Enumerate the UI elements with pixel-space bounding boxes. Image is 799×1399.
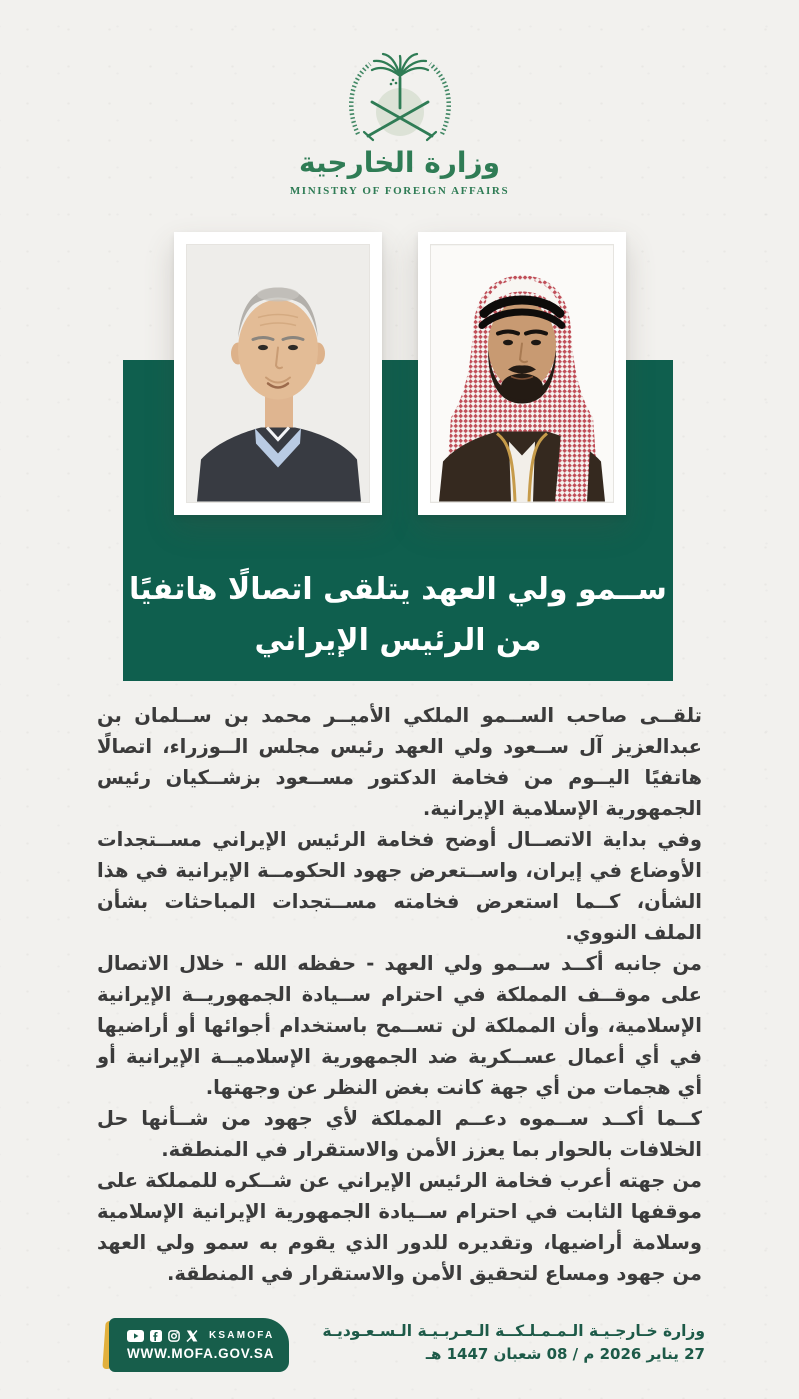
mofa-emblem-icon xyxy=(330,50,470,142)
ministry-calligraphy: وزارة الخارجية xyxy=(298,146,501,179)
article-paragraph: من جانبه أكــد ســمو ولي العهد - حفظه الله - خلال الاتصال على موقــف المملكة في احترام ســيادة الجمهوريــة الإيرانية الإسلامية، وأن المملكة لن تســمح باستخدام أجوائها أو أراضيها في أي أعمال عســكرية ضد الجمهورية الإسلاميــة الإيرانية أو أي هجمات من أي جهة كانت بغض النظر عن وجهتها. xyxy=(97,952,702,1099)
footer-date-line: 27 يناير 2026 م / 08 شعبان 1447 هـ xyxy=(425,1345,705,1363)
title-line-1: ســمو ولي العهد يتلقى اتصالًا هاتفيًا xyxy=(129,572,667,607)
emblem-arc-right xyxy=(430,64,449,134)
ministry-name-en: MINISTRY OF FOREIGN AFFAIRS xyxy=(289,185,510,197)
youtube-icon xyxy=(127,1330,144,1342)
footer-badge-plate xyxy=(109,1318,289,1372)
photo-frame-right xyxy=(418,232,626,515)
article-paragraph: كــما أكــد ســموه دعــم المملكة لأي جهود من شــأنها حل الخلافات بالحوار بما يعزز الأمن والاستقرار في المنطقة. xyxy=(97,1107,702,1161)
social-icons-row xyxy=(127,1330,274,1342)
instagram-icon xyxy=(168,1330,180,1342)
mofa-logo xyxy=(0,50,799,197)
emblem-arc-left xyxy=(351,64,370,134)
photo-frame-left xyxy=(174,232,382,515)
x-icon xyxy=(186,1330,198,1342)
social-handle: KSAMOFA xyxy=(209,1330,275,1341)
article-paragraph: من جهته أعرب فخامة الرئيس الإيراني عن شــكره للمملكة على موقفها الثابت في احترام ســيادة الجمهورية الإيرانية الإسلامية وسلامة أراضيها، وتقديره للدور الذي يقوم به سمو ولي العهد من جهود ومساع لتحقيق الأمن والاستقرار في المنطقة. xyxy=(97,1169,702,1285)
footer-right xyxy=(322,1320,705,1366)
article-paragraph: وفي بداية الاتصــال أوضح فخامة الرئيس الإيراني مســتجدات الأوضاع في إيران، واســتعرض جهود الحكومــة الإيرانية في هذا الشأن، كــما استعرض فخامته مســتجدات المباحثات بشأن الملف النووي. xyxy=(97,828,702,944)
footer-badge xyxy=(104,1318,289,1372)
website-url: WWW.MOFA.GOV.SA xyxy=(127,1345,275,1361)
title-line-2: من الرئيس الإيراني xyxy=(254,623,542,658)
palm-dates xyxy=(389,79,397,86)
portrait-crown-prince xyxy=(431,245,613,502)
portrait-iranian-president xyxy=(187,245,369,502)
article-paragraph: تلقــى صاحب الســمو الملكي الأميــر محمد بن ســلمان بن عبدالعزيز آل ســعود ولي العهد رئيس مجلس الــوزراء، اتصالًا هاتفيًا اليــوم من فخامة الدكتور مســعود بزشــكيان رئيس الجمهورية الإسلامية الإيرانية. xyxy=(97,704,702,820)
footer-ministry-line: وزارة خـارجـيـة الـمـمـلـكــة الـعـربـيـة الـسـعـوديـة xyxy=(322,1322,705,1340)
article xyxy=(97,700,702,1289)
photos-row xyxy=(0,232,799,515)
facebook-icon xyxy=(150,1330,162,1342)
